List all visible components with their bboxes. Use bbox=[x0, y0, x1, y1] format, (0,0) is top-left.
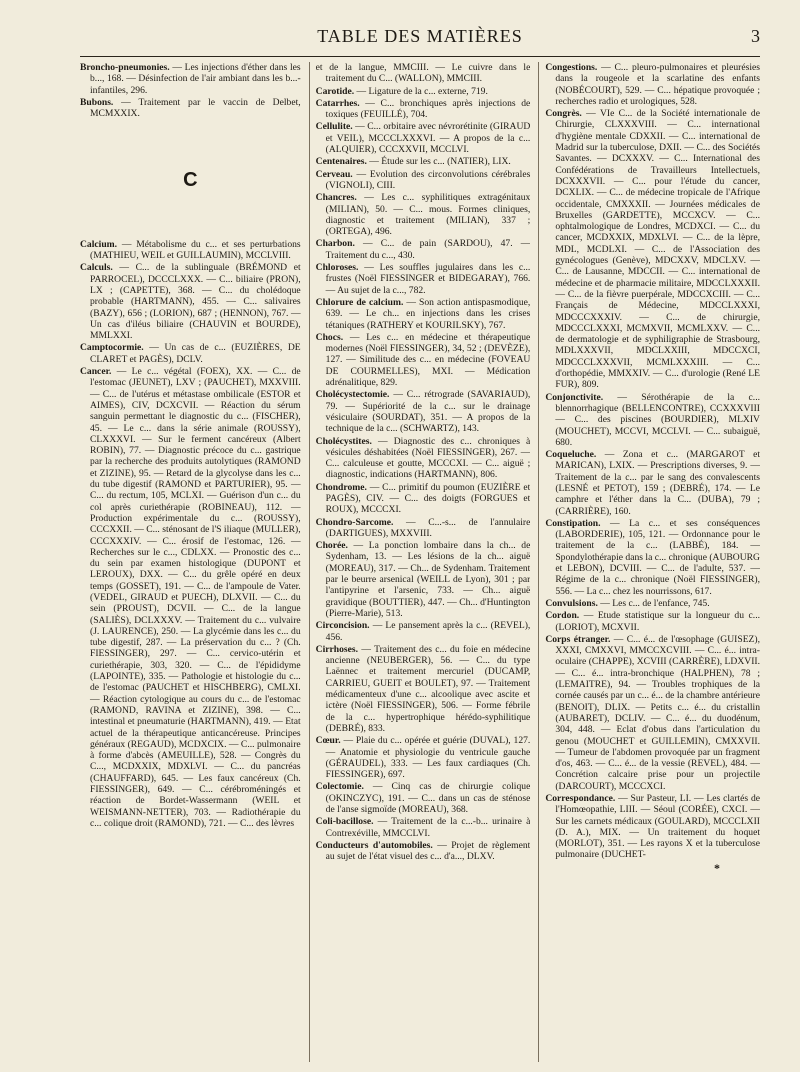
entry-term: Colectomie. bbox=[315, 781, 364, 793]
entry-text: — C... pleuro-pulmonaires et pleurésies dans la rougeole et la scarlatine des enfants (NOBÉCOURT), 529. — C... hépatique provoquée ; recherches radio et urologiques, 528. bbox=[555, 62, 760, 107]
entry-text: — Evolution des circonvolutions cérébrales (VIGNOLI), CIII. bbox=[325, 168, 531, 191]
index-entry bbox=[316, 262, 531, 296]
index-entry bbox=[545, 634, 760, 792]
index-entry bbox=[316, 62, 531, 85]
entry-text: — Sur Pasteur, LI. — Les clartés de l'Homœopathie, LIII. — Séoul (CORÉE), CXCI. — Sur les carnets médicaux (GOULARD), MCCCLXII (D. A.), MIX. — Un traitement du hoquet (MORLOT), 351. — Les rayons X et la tuberculose pulmonaire (DUCHET- bbox=[555, 793, 760, 861]
entry-text: — Sérothérapie de la c... blennorrhagique (BELLENCONTRE), CCXXXVIII — C... des piscines (BOURDIER), MLXIV (MOUCHET), MCCVI, MCCLVI. — C... subaiguë, 680. bbox=[555, 391, 760, 448]
index-entry bbox=[316, 121, 531, 155]
index-entry bbox=[545, 518, 760, 597]
entry-text: — La ponction lombaire dans la ch... de Sydenham, 13. — Les lésions de la ch... aiguë (MOREAU), 317. — Ch... de Sydenham. Traitement par le beurre arsenical (WEILL de Lyon), 301 ; par l'antipyrine et l'arsenic, 733. — Ch... aiguë gravidique (BOUTTIER), 447. — Ch... d'Huntington (Pierre-Marie), 513. bbox=[325, 540, 531, 619]
entry-term: Chloroses. bbox=[315, 262, 359, 274]
entry-term: Chancres. bbox=[315, 192, 357, 204]
entry-term: Cœur. bbox=[315, 735, 341, 747]
entry-term: Charbon. bbox=[315, 238, 355, 250]
entry-text: — C... de la sublinguale (BRÉMOND et PARROCEL), DCCCLXXX. — C... biliaire (PRON), LX ; (CAPETTE), 368. — C... du cholédoque probable (HARTMANN), 455. — C... salivaires (BAZY), 656 ; (LORION), 687 ; (HENNON), 767. — Un cas d'iléus biliaire (CHAUVIN et BOURDE), MMLXXI. bbox=[90, 262, 301, 342]
index-entry bbox=[80, 97, 301, 120]
entry-text: — Traitement par le vaccin de Delbet, MCMXXIX. bbox=[90, 96, 301, 120]
header-title: TABLE DES MATIÈRES bbox=[317, 26, 523, 46]
index-entry bbox=[316, 332, 531, 388]
column-3-entries bbox=[545, 62, 760, 861]
index-entry bbox=[316, 192, 531, 237]
index-entry bbox=[316, 644, 531, 734]
entry-text: — Projet de règlement au sujet de l'état visuel des c... d'a..., DLXV. bbox=[325, 839, 531, 863]
index-entry bbox=[80, 62, 301, 96]
entry-text: — Les injections d'éther dans les b..., 168. — Désinfection de l'air ambiant dans les b...-infantiles, 296. bbox=[90, 62, 301, 96]
entry-term: Calculs. bbox=[80, 262, 113, 274]
entry-text: — Etude statistique sur la longueur du c... (LORIOT), MCXVII. bbox=[555, 610, 760, 633]
entry-term: Cholécystites. bbox=[315, 435, 372, 447]
entry-text: — C... rétrograde (SAVARIAUD), 79. — Supériorité de la c... sur le drainage vésiculaire (SOURDAT), 351. — A propos de la technique de la c... (SCHWARTZ), 143. bbox=[325, 389, 531, 435]
index-entry bbox=[316, 781, 531, 815]
running-header bbox=[80, 26, 760, 50]
entry-term: Chlorure de calcium. bbox=[315, 296, 404, 308]
entry-term: Constipation. bbox=[545, 517, 601, 529]
entry-term: Conjonctivite. bbox=[545, 391, 604, 403]
entry-text: — Cinq cas de chirurgie colique (OKINCZYC), 191. — C... dans un cas de sténose de l'anse sigmoïde (MOREAU), 368. bbox=[325, 781, 531, 815]
entry-term: Chondro-Sarcome. bbox=[315, 516, 394, 528]
entry-text: — Traitement des c... du foie en médecine ancienne (NEUBERGER), 56. — C... du type Laënnec et traitement mercuriel (DUCAMP, CARRIEU, GUEIT et BOULET), 97. — Traitement médicamenteux d'une c... alcoolique avec ascite et ictère (Noël FIESSINGER), 506. — Forme fébrile de la c... hypertrophique hérédo-syphilitique (DEBRÉ), 833. bbox=[325, 643, 531, 734]
index-entry bbox=[316, 840, 531, 863]
section-letter: C bbox=[183, 169, 198, 192]
entry-text: — C... de pain (SARDOU), 47. — Traitement du c..., 430. bbox=[325, 238, 531, 261]
entry-text: — VIe C... de la Société internationale de Chirurgie, CLXXXVIII. — C... international d'hygiène mentale CDXXII. — C... international de Madrid sur la tuberculose, DXII. — C... des Sociétés Savantes. — DCXXXV. — C... International des Confédérations de Travailleurs Intellectuels, DCXXXVII. — C... pour l'étude du cancer, DCXLIX. — C... de médecine tropicale de l'Afrique occidentale, CMXXXII. — Journées médicales de Bruxelles (GARDETTE), MCCXCV. — C... ophtalmologique de Londres, MCDXCI. — C... du cancer, MCDXXIX, MDXLVI. — C... de la lèpre, MDL, MCDLXI. — C... de l'Association des gynécologues (Genève), MDCXXV, MDCLXV. — C... de Lausanne, MDCCII. — C... international de médecine et de pharmacie militaire, MDCCLXXXII. — C... de la fièvre puerpérale, MDCCXCIII. — C... Français de Médecine, MDCCLXXXI, MDCCCXXXIV. — C... de chirurgie, MDCCCLXXXI, MCMXVII, MCMLXXV. — C... de dermatologie et de syphiligraphie de Strasbourg, MDLXXXVII, MDCLXXIII, MDCCXCI, MDCCCLXXXVII, MCMLXXXIII. — C... d'orthopédie, MMXXIV. — C... d'urologie (René LE FUR), 809. bbox=[555, 108, 760, 391]
end-star: * bbox=[714, 860, 720, 875]
entry-text: — Zona et c... (MARGAROT et MARICAN), LXIX. — Prescriptions diverses, 9. — Traitement de la c... par le sang des convalescents (LESNÉ et PETOT), 159 ; (DEBRÉ), 174. — Le camphre et l'éther dans la C... (DUBA), 79 ; (CARRIÈRE), 160. bbox=[555, 449, 760, 517]
column-3 bbox=[538, 62, 760, 1062]
entry-text: — Son action antispasmodique, 639. — Le ch... en injections dans les crises tétaniques (RATHERY et KOURILSKY), 767. bbox=[325, 296, 531, 331]
entry-term: Conducteurs d'automobiles. bbox=[315, 839, 433, 851]
entry-term: Chondrome. bbox=[315, 481, 367, 493]
header-rule bbox=[80, 56, 760, 57]
entry-text: — C... bronchiques après injections de toxiques (FEUILLÉ), 704. bbox=[325, 97, 531, 121]
index-entry bbox=[316, 620, 531, 643]
entry-text: et de la langue, MMCIII. — Le cuivre dans le traitement du C... (WALLON), MMCIII. bbox=[315, 62, 531, 85]
entry-term: Catarrhes. bbox=[315, 97, 360, 109]
entry-term: Congrès. bbox=[545, 108, 582, 120]
column-1-entries-after bbox=[80, 239, 301, 829]
index-entry bbox=[545, 598, 760, 609]
entry-term: Correspondance. bbox=[545, 793, 616, 804]
entry-term: Cancer. bbox=[80, 366, 112, 378]
entry-text: — Les souffles jugulaires dans les c... frustes (Noël FIESSINGER et BIDEGARAY), 766. — Au sujet de la c..., 782. bbox=[325, 262, 531, 296]
index-entry bbox=[80, 262, 301, 341]
index-entry bbox=[316, 86, 531, 97]
entry-term: Calcium. bbox=[80, 238, 118, 250]
entry-term: Bubons. bbox=[80, 96, 114, 108]
entry-term: Corps étranger. bbox=[545, 633, 611, 645]
entry-term: Broncho-pneumonies. bbox=[80, 62, 170, 73]
entry-term: Convulsions. bbox=[545, 597, 598, 609]
column-1-entries-before bbox=[80, 62, 301, 119]
entry-term: Coli-bacillose. bbox=[315, 816, 374, 828]
entry-term: Cirrhoses. bbox=[315, 643, 359, 655]
index-entry bbox=[545, 108, 760, 390]
index-entry bbox=[545, 449, 760, 517]
entry-term: Cellulite. bbox=[315, 121, 353, 133]
index-entry bbox=[316, 540, 531, 619]
entry-text: — Ligature de la c... externe, 719. bbox=[354, 85, 488, 97]
entry-text: — C... primitif du poumon (EUZIÈRE et PAGÈS), CIV. — C... des doigts (FORGUES et ROUX), MCCCXI. bbox=[325, 481, 531, 516]
entry-text: — C... é... de l'œsophage (GUISEZ), XXXI, CMXXVI, MMCCXCVIII. — C... é... intra-oculaire (CHAPPE), XCVIII (CARRÈRE), LDXVII. — C... é... intra-bronchique (HALPHEN), 78 ; (LEMAITRE), 94. — Troubles trophiques de la cornée causés par un c... é... de la chambre antérieure (BENOIT), DLIX. — Petits c... é... du cristallin (AUBARET), DCLIV. — C... é... du duodénum, 304, 448. — Eclat d'obus dans l'articulation du genou (MOUCHET et GUILLEMIN), CMXXVII. — Tumeur de l'abdomen provoquée par un fragment d'os, 463. — C... é... de la vessie (REVEL), 484. — Concrétion calcaire prise pour un projectile (DARCOURT), MCCCXCI. bbox=[555, 633, 760, 792]
index-entry bbox=[545, 610, 760, 633]
entry-term: Carotide. bbox=[315, 85, 355, 97]
index-entry bbox=[80, 239, 301, 262]
entry-term: Coqueluche. bbox=[545, 449, 597, 461]
index-entry bbox=[316, 436, 531, 481]
entry-text: — C... orbitaire avec névrorétinite (GIRAUD et VEIL), MCCCLXXXVI. — A propos de la c... (ALQUIER), CCCXXVII, MCCLVI. bbox=[325, 121, 531, 156]
entry-term: Cordon. bbox=[545, 610, 580, 622]
page-number: 3 bbox=[751, 26, 760, 46]
index-entry bbox=[316, 238, 531, 261]
index-entry bbox=[316, 482, 531, 516]
entry-term: Circoncision. bbox=[315, 620, 370, 632]
index-entry bbox=[316, 297, 531, 331]
entry-text: — La c... et ses conséquences (LABORDERIE), 105, 121. — Ordonnance pour le traitement de la c... (LABBÉ), 184. — Spondylothérapie dans la c... chronique (AUBOURG et LEBON), DCVIII. — C... de l'adulte, 537. — Régime de la c... chronique (Noël FIESSINGER), 556. — La c... chez les nourrissons, 617. bbox=[555, 517, 760, 597]
entry-term: Chocs. bbox=[315, 331, 344, 343]
entry-text: — Étude sur les c... (NATIER), LIX. bbox=[366, 156, 511, 168]
entry-text: — Le pansement après la c... (REVEL), 456. bbox=[325, 620, 531, 643]
entry-text: — Métabolisme du c... et ses perturbations (MATHIEU, WEIL et GUILLAUMIN), MCCLVIII. bbox=[90, 238, 301, 262]
index-entry bbox=[316, 156, 531, 167]
index-entry bbox=[545, 62, 760, 107]
index-entry bbox=[316, 98, 531, 121]
entry-text: — Traitement de la c...-b... urinaire à Contrexéville, MMCCLVI. bbox=[325, 816, 531, 839]
index-entry bbox=[316, 735, 531, 780]
column-2 bbox=[309, 62, 531, 1062]
entry-text: — Un cas de c... (EUZIÈRES, DE CLARET et PAGÈS), DCLV. bbox=[90, 342, 301, 365]
index-entry bbox=[316, 517, 531, 540]
index-entry bbox=[316, 816, 531, 839]
entry-text: — Plaie du c... opérée et guérie (DUVAL), 127. — Anatomie et physiologie du ventricule gauche (GÉRAUDEL), 333. — Les faux cardiaques (Ch. FIESSINGER), 697. bbox=[325, 735, 531, 781]
entry-text: — C...-s... de l'annulaire (DARTIGUES), MXXVIII. bbox=[325, 516, 531, 539]
index-columns bbox=[80, 62, 760, 1062]
entry-term: Camptocormie. bbox=[80, 342, 144, 354]
entry-term: Cholécystectomie. bbox=[315, 389, 390, 401]
index-entry bbox=[80, 342, 301, 365]
entry-term: Chorée. bbox=[315, 540, 348, 552]
entry-text: — Les c... en médecine et thérapeutique modernes (Noël FIESSINGER), 34, 52 ; (DEVÈZE), 127. — Similitude des c... en médecine (FOVEAU DE COURMELLES), MXI. — Médication adrénalitique, 829. bbox=[325, 331, 531, 389]
index-entry bbox=[316, 169, 531, 192]
index-entry bbox=[80, 366, 301, 829]
entry-term: Congestions. bbox=[545, 62, 598, 73]
entry-term: Cerveau. bbox=[315, 168, 353, 180]
column-2-entries bbox=[316, 62, 531, 862]
column-1 bbox=[80, 62, 301, 1062]
index-entry bbox=[545, 793, 760, 861]
entry-text: — Les c... syphilitiques extragénitaux (MILIAN), 50. — C... mous. Formes cliniques, diagnostic et traitement (MILIAN), 337 ; (ORTEGA), 496. bbox=[325, 192, 531, 238]
index-entry bbox=[545, 392, 760, 448]
index-entry bbox=[316, 389, 531, 434]
entry-text: — Diagnostic des c... chroniques à vésicules déshabitées (Noël FIESSINGER), 267. — C... calculeuse et goutte, MCCCXI. — C... aiguë ; diagnostic, indications (HARTMANN), 806. bbox=[325, 435, 531, 481]
entry-text: — Les c... de l'enfance, 745. bbox=[597, 597, 710, 609]
entry-term: Centenaires. bbox=[315, 156, 367, 168]
entry-text: — Le c... végétal (FOEX), XX. — C... de l'estomac (JEUNET), LXV ; (PAUCHET), MXXVIII. — C... de l'utérus et métastase ombilicale (ESTOR et AIMES), CIV, DCXCVII. — Réaction du sérum sanguin permettant le diagnostic du c... (FISCHER), 45. — Le c... dans la série animale (ROUSSY), CLXXXVI. — Sur le ferment cancéreux (Albert ROBIN), 77. — Diagnostic précoce du c... gastrique par la recherche des produits autolytiques (RAMOND et ZIZINE), 95. — Retard de la glycolyse dans les c... du tube digestif (RAMOND et PARTURIER), 95. — C... du rectum, 105, MCLXI. — Guérison d'un c... du col après curiethérapie (ROBINEAU), 112. — Production expérimentale du c... (ROUSSY), CCCXXII. — C... sténosant de l'S iliaque (MULLER), CCCXXXIV. — C... érosif de l'estomac, 126. — Recherches sur le c..., CDLXX. — Pronostic des c... du sein par examen histologique (DUPONT et LEROUX), DXX. — C... du grêle opéré en deux temps (GOSSET), 191. — C... de l'ampoule de Vater. (VEDEL, GIRAUD et PUECH), DLXVII. — C... du sein (PROUST), DCVII. — C... de la langue (SALIÈS), DCLXXXV. — Traitement du c... vulvaire (J. LAURENCE), 250. — La glycémie dans les c... du tube digestif, 287. — La préservation du c... ? (Ch. FIESSINGER), 297. — C... cervico-utérin et curiethérapie, 303, 320. — C... de l'épididyme (LAPOINTE), 335. — Pathologie et histologie du c... de l'estomac (PAUCHET et HISCHBERG), CMLXI. — Réaction cytologique au cours du c... de l'estomac (RAMOND, RAVINA et ZIZINE), 398. — C... intestinal et pneumaturie (HARTMANN), 419. — Etat actuel de la thérapeutique anticancéreuse. Principes généraux (REGAUD), MCDXCIX. — C... pulmonaire à forme d'abcès (AMEUILLE), 528. — Congrès du C..., MCDXXIX, MDXLVI. — C... du pancréas (CHAUFFARD), 645. — Les faux cancéreux (Ch. FIESSINGER), 649. — C... cérébroméningés et réaction de Bordet-Wassermann (WEIL et WEISMANN-NETTER), 703. — Radiothérapie du c... colique droit (RAMOND), 721. — C... des lèvres bbox=[90, 366, 301, 829]
